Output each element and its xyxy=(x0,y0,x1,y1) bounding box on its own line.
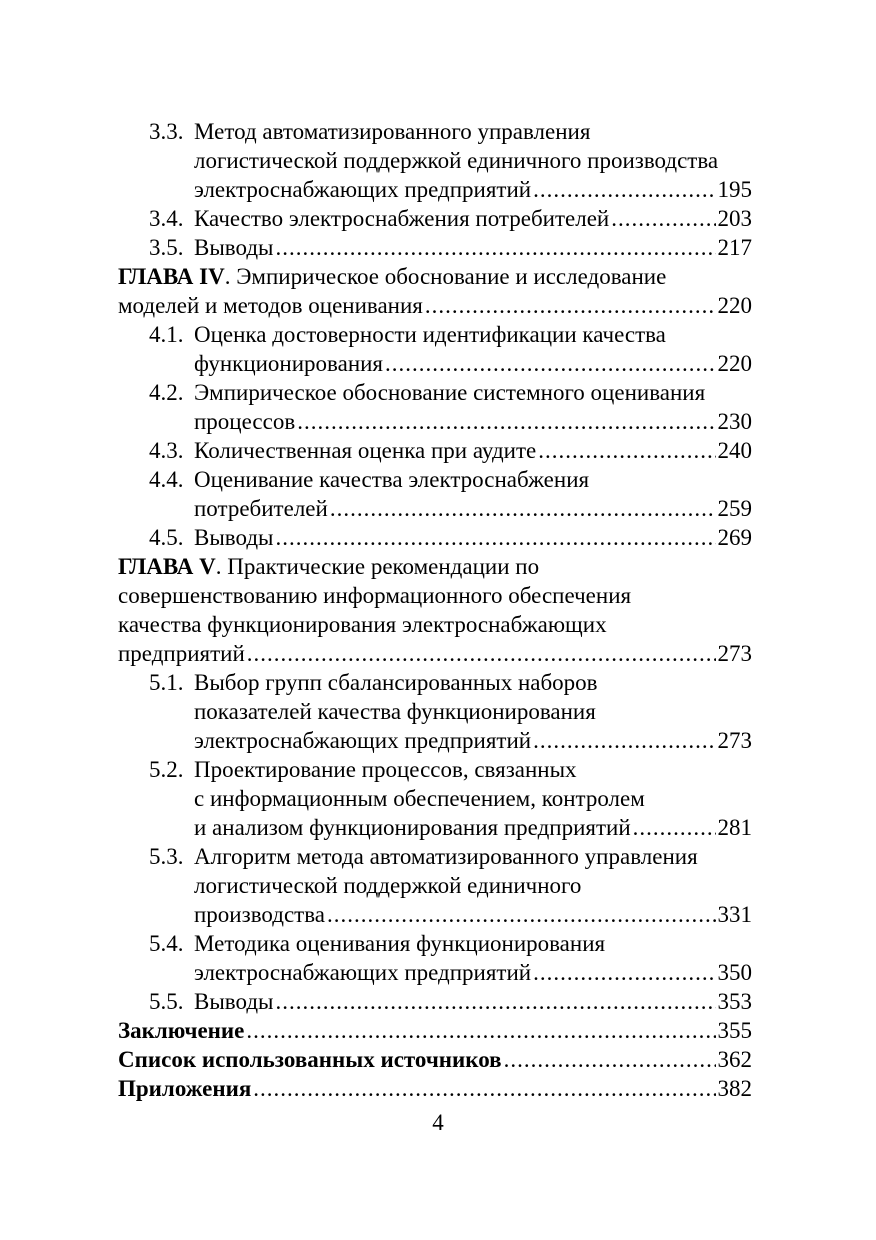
toc-dot-leader xyxy=(247,639,716,668)
toc-dot-leader xyxy=(533,726,715,755)
toc-entry-title: . Эмпирическое обоснование и исследование xyxy=(224,264,667,289)
toc-entry[interactable] xyxy=(118,1016,752,1045)
toc-entry-line xyxy=(118,958,752,987)
toc-entry-line xyxy=(118,291,752,320)
toc-page-number: 382 xyxy=(717,1076,752,1101)
toc-entry-line xyxy=(118,233,752,262)
toc-entry[interactable] xyxy=(118,117,752,204)
toc-entry-heading: Приложения xyxy=(118,1076,252,1101)
toc-entry-title: Оценка достоверности идентификации качества xyxy=(194,322,666,347)
toc-entry-number: 5.3. xyxy=(149,844,184,869)
toc-entry[interactable] xyxy=(118,436,752,465)
toc-entry-line xyxy=(118,929,752,958)
toc-entry-title: Качество электроснабжения потребителей xyxy=(194,206,610,231)
toc-entry-title: Эмпирическое обоснование системного оценивания xyxy=(194,380,706,405)
toc-entry-title: Проектирование процессов, связанных xyxy=(194,757,577,782)
toc-entry-title: логистической поддержкой единичного производства xyxy=(194,148,719,173)
toc-entry-title: функционирования xyxy=(194,351,384,376)
toc-entry-title: показателей качества функционирования xyxy=(194,699,596,724)
toc-entry-title: потребителей xyxy=(194,496,328,521)
toc-page-number: 273 xyxy=(717,641,752,666)
toc-dot-leader xyxy=(611,204,715,233)
toc-dot-leader xyxy=(425,291,716,320)
toc-page-number: 281 xyxy=(717,815,752,840)
toc-dot-leader xyxy=(385,349,715,378)
toc-entry-title: качества функционирования электроснабжающих xyxy=(118,612,607,637)
toc-entry-title: Оценивание качества электроснабжения xyxy=(194,467,590,492)
toc-entry-line xyxy=(118,378,752,407)
toc-entry-number: 3.3. xyxy=(149,119,184,144)
toc-entry-line xyxy=(118,436,752,465)
toc-entry-title: процессов xyxy=(194,409,296,434)
toc-entry-title: моделей и методов оценивания xyxy=(118,293,423,318)
toc-entry-line xyxy=(118,697,752,726)
toc-entry-line xyxy=(118,320,752,349)
toc-page-number: 240 xyxy=(717,438,752,463)
toc-page-number: 353 xyxy=(717,989,752,1014)
toc-page-number: 355 xyxy=(717,1018,752,1043)
toc-entry-line xyxy=(118,1074,752,1103)
toc-page-number: 350 xyxy=(717,960,752,985)
toc-entry[interactable] xyxy=(118,987,752,1016)
toc-entry-line xyxy=(118,842,752,871)
toc-entry[interactable] xyxy=(118,1074,752,1103)
toc-entry-line xyxy=(118,407,752,436)
toc-page-number: 195 xyxy=(717,177,752,202)
toc-dot-leader xyxy=(253,1074,715,1103)
toc-entry-number: 3.4. xyxy=(149,206,184,231)
toc-dot-leader xyxy=(330,494,716,523)
toc-entry[interactable] xyxy=(118,378,752,436)
toc-entry-line xyxy=(118,146,752,175)
toc-page-number: 259 xyxy=(717,496,752,521)
toc-dot-leader xyxy=(276,523,716,552)
toc-dot-leader xyxy=(327,900,716,929)
toc-entry[interactable] xyxy=(118,755,752,842)
toc-entry-line xyxy=(118,175,752,204)
toc-page-number: 220 xyxy=(717,293,752,318)
toc-page-number: 362 xyxy=(717,1047,752,1072)
toc-entry[interactable] xyxy=(118,204,752,233)
toc-entry-title: производства xyxy=(194,902,325,927)
toc-entry-heading: ГЛАВА IV xyxy=(118,264,225,289)
toc-entry[interactable] xyxy=(118,233,752,262)
toc-entry-heading: Список использованных источников xyxy=(118,1047,502,1072)
toc-dot-leader xyxy=(633,813,716,842)
toc-entry-line xyxy=(118,465,752,494)
toc-entry-title: предприятий xyxy=(118,641,245,666)
toc-entry-line xyxy=(118,349,752,378)
toc-entry-title: Метод автоматизированного управления xyxy=(194,119,591,144)
toc-page-number: 230 xyxy=(717,409,752,434)
toc-entry[interactable] xyxy=(118,552,752,668)
toc-entry-heading: Заключение xyxy=(118,1018,245,1043)
toc-entry-line xyxy=(118,610,752,639)
toc-entry-line xyxy=(118,871,752,900)
toc-dot-leader xyxy=(246,1016,715,1045)
toc-entry-number: 4.5. xyxy=(149,525,184,550)
toc-entry-title: Выводы xyxy=(194,235,274,260)
toc-entry-number: 5.2. xyxy=(149,757,184,782)
toc-entry-title: и анализом функционирования предприятий xyxy=(194,815,631,840)
toc-entry[interactable] xyxy=(118,1045,752,1074)
toc-entry-line xyxy=(118,204,752,233)
toc-entry-title: логистической поддержкой единичного xyxy=(194,873,582,898)
toc-page-number: 273 xyxy=(717,728,752,753)
toc-entry-title: электроснабжающих предприятий xyxy=(194,728,532,753)
toc-entry-line xyxy=(118,1016,752,1045)
toc-entry-line xyxy=(118,755,752,784)
toc-entry-title: совершенствованию информационного обеспечения xyxy=(118,583,632,608)
toc-entry-number: 5.5. xyxy=(149,989,184,1014)
toc-entry-line xyxy=(118,117,752,146)
toc-entry-line xyxy=(118,523,752,552)
toc-entry[interactable] xyxy=(118,465,752,523)
toc-entry-heading: ГЛАВА V xyxy=(118,554,216,579)
toc-dot-leader xyxy=(533,175,715,204)
toc-entry-line xyxy=(118,552,752,581)
toc-page-number: 203 xyxy=(717,206,752,231)
toc-entry-title: Алгоритм метода автоматизированного управления xyxy=(194,844,698,869)
toc-entry[interactable] xyxy=(118,929,752,987)
toc-entry-line xyxy=(118,262,752,291)
toc-page-number: 220 xyxy=(717,351,752,376)
toc-dot-leader xyxy=(276,233,716,262)
toc-entry[interactable] xyxy=(118,668,752,755)
toc-entry-title: электроснабжающих предприятий xyxy=(194,177,532,202)
toc-entry-title: Выводы xyxy=(194,989,274,1014)
toc-entry-line xyxy=(118,813,752,842)
toc-dot-leader xyxy=(504,1045,716,1074)
toc-entry-number: 3.5. xyxy=(149,235,184,260)
toc-page-number: 331 xyxy=(717,902,752,927)
toc-entry-title: с информационным обеспечением, контролем xyxy=(194,786,645,811)
toc-dot-leader xyxy=(297,407,715,436)
toc-entry[interactable] xyxy=(118,262,752,320)
page-number: 4 xyxy=(432,1110,444,1135)
toc-entry-title: Методика оценивания функционирования xyxy=(194,931,606,956)
toc-entry-line xyxy=(118,581,752,610)
toc-entry[interactable] xyxy=(118,320,752,378)
toc-entry-line xyxy=(118,784,752,813)
toc-dot-leader xyxy=(538,436,715,465)
toc-dot-leader xyxy=(276,987,716,1016)
toc-entry-number: 4.3. xyxy=(149,438,184,463)
toc-entry-number: 4.1. xyxy=(149,322,184,347)
toc-page-number: 217 xyxy=(717,235,752,260)
toc-entry-title: Количественная оценка при аудите xyxy=(194,438,537,463)
toc-entry-title: . Практические рекомендации по xyxy=(215,554,540,579)
toc-entry-line xyxy=(118,668,752,697)
toc-entry-number: 5.4. xyxy=(149,931,184,956)
toc-entry-title: Выбор групп сбалансированных наборов xyxy=(194,670,598,695)
toc-entry[interactable] xyxy=(118,523,752,552)
table-of-contents xyxy=(118,117,752,1103)
toc-entry-title: электроснабжающих предприятий xyxy=(194,960,532,985)
toc-entry[interactable] xyxy=(118,842,752,929)
toc-entry-line xyxy=(118,987,752,1016)
toc-page-number: 269 xyxy=(717,525,752,550)
toc-entry-line xyxy=(118,494,752,523)
toc-entry-line xyxy=(118,726,752,755)
toc-entry-line xyxy=(118,639,752,668)
toc-entry-number: 4.2. xyxy=(149,380,184,405)
toc-entry-number: 5.1. xyxy=(149,670,184,695)
toc-entry-number: 4.4. xyxy=(149,467,184,492)
toc-entry-title: Выводы xyxy=(194,525,274,550)
toc-entry-line xyxy=(118,900,752,929)
toc-dot-leader xyxy=(533,958,715,987)
toc-entry-line xyxy=(118,1045,752,1074)
